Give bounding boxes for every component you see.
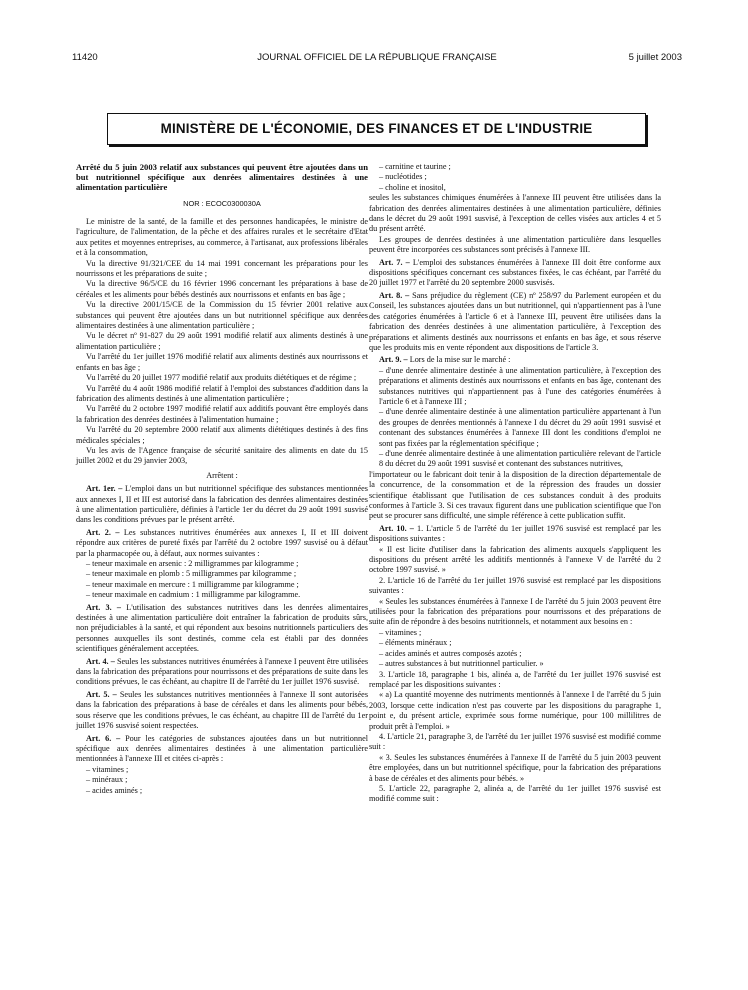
article-10: Art. 10. – 1. L'article 5 de l'arrêté du 1er juillet 1976 susvisé est remplacé par les dispositions suivantes : bbox=[369, 523, 661, 544]
article-label: Art. 3. – bbox=[86, 602, 122, 612]
limits-list bbox=[76, 559, 368, 601]
preamble-paragraph: Le ministre de la santé, de la famille et des personnes handicapées, le ministre de l'agriculture, de l'alimentation, de la pêche et des affaires rurales et le secrétaire d'Etat aux petites et moyennes entreprises, au commerce, à l'artisanat, aux professions libérales et à la consommation, bbox=[76, 217, 368, 258]
market-list bbox=[369, 366, 661, 470]
article-label: Art. 8. – bbox=[379, 290, 410, 300]
article-5: Art. 5. – Seules les substances nutritives mentionnées à l'annexe II sont autorisées dans la fabrication des préparations à base de céréales et dans les aliments pour bébés, sous réserve que les conditions prévues, le cas échéant, au chapitre III de l'arrêté du 1er juillet 1976 susvisé soient respectées. bbox=[76, 689, 369, 731]
preamble-paragraph: Vu l'arrêté du 4 août 1986 modifié relatif à l'emploi des substances d'addition dans la fabrication des aliments destinés à une alimentation particulière ; bbox=[76, 383, 368, 403]
article-label: Art. 7. – bbox=[379, 257, 410, 267]
article-8: Art. 8. – Sans préjudice du règlement (CE) nº 258/97 du Parlement européen et du Conseil, les substances ajoutées dans un but nutritionnel, qui n'appartiennent pas à l'une des catégories énumérées à l'article 6 et à l'annexe III, peuvent être utilisées dans la fabrication des denrées destinées à une alimentation particulière, à l'exception des préparations et aliments destinés aux nourrissons et enfants en bas âge, et sous réserve que les produits mis en vente répondent aux dispositions de l'article 3. bbox=[369, 290, 661, 352]
preamble-paragraph: Vu l'arrêté du 2 octobre 1997 modifié relatif aux additifs pouvant être employés dans la fabrication des denrées destinées à l'alimentation humaine ; bbox=[76, 404, 368, 424]
nor-reference: NOR : ECOC0300030A bbox=[183, 198, 261, 208]
list-item: – acides aminés et autres composés azotés ; bbox=[369, 649, 661, 659]
decree-title: Arrêté du 5 juin 2003 relatif aux substances qui peuvent être ajoutées dans un but nutritionnel spécifique aux denrées alimentaires destinées à une alimentation particulière bbox=[76, 162, 368, 193]
article-9: Art. 9. – Lors de la mise sur le marché : bbox=[379, 355, 511, 365]
page-number: 11420 bbox=[72, 52, 98, 63]
list-item: – d'une denrée alimentaire destinée à une alimentation particulière, à l'exception des préparations et aliments destinés aux nourrissons et enfants en bas âge, contenant des substances nutritives qui n'appartiennent pas à l'une des catégories énumérées à l'article 6 et à l'annexe III ; bbox=[369, 366, 661, 408]
article-label: Art. 10. – bbox=[379, 523, 414, 533]
needs-list bbox=[369, 628, 661, 670]
list-item: – vitamines ; bbox=[369, 628, 661, 638]
preamble-paragraph: Vu l'arrêté du 20 juillet 1977 modifié relatif aux produits diététiques et de régime ; bbox=[86, 373, 357, 383]
right-column bbox=[369, 162, 661, 805]
preamble-paragraph: Vu la directive 2001/15/CE de la Commission du 15 février 2001 relative aux substances qui peuvent être ajoutées dans un but nutritionnel spécifique aux denrées alimentaires destinées à une alimentation particulière ; bbox=[76, 300, 368, 331]
quoted-provision: « 3. Seules les substances énumérées à l'annexe II de l'arrêté du 5 juin 2003 peuvent être employées, dans un but nutritionnel spécifique, pour la fabrication des préparations à base de céréales et des aliments pour bébés. » bbox=[369, 752, 661, 783]
article-label: Art. 9. – bbox=[379, 355, 408, 365]
journal-title: JOURNAL OFFICIEL DE LA RÉPUBLIQUE FRANÇAISE bbox=[257, 52, 497, 63]
list-item: – teneur maximale en plomb : 5 milligrammes par kilogramme ; bbox=[76, 569, 368, 579]
article-7: Art. 7. – L'emploi des substances énumérées à l'annexe III doit être conforme aux dispositions spécifiques concernant ces substances fixées, le cas échéant, par l'arrêté du 20 juillet 1977 et l'arrêté du 20 septembre 2000 susvisés. bbox=[369, 257, 661, 288]
preamble-paragraph: Vu la directive 91/321/CEE du 14 mai 1991 concernant les préparations pour les nourrissons et les préparations de suite ; bbox=[76, 258, 368, 279]
list-item: – vitamines ; bbox=[76, 765, 368, 775]
amendment-paragraph: 2. L'article 16 de l'arrêté du 1er juillet 1976 susvisé est remplacé par les dispositions suivantes : bbox=[369, 575, 661, 596]
article-2: Art. 2. – Les substances nutritives énumérées aux annexes I, II et III doivent répondre aux critères de pureté fixés par l'arrêté du 2 octobre 1997 susvisé ou à défaut par la pharmacopée ou, à défaut, aux normes suivantes : bbox=[76, 527, 368, 558]
article-label: Art. 1er. – bbox=[86, 484, 123, 494]
ministry-banner bbox=[107, 113, 646, 145]
quoted-provision: « Il est licite d'utiliser dans la fabrication des aliments auxquels s'appliquent les dispositions du présent arrêté les additifs mentionnés à l'annexe V de l'arrêté du 2 octobre 1997 susvisé. » bbox=[369, 544, 661, 575]
list-item: – choline et inositol, bbox=[369, 183, 661, 193]
quoted-provision: « Seules les substances énumérées à l'annexe I de l'arrêté du 5 juin 2003 peuvent être utilisées pour la fabrication des préparations pour nourrissons et des préparations de suite afin de répondre à des besoins nutritionnels, et notamment aux besoins en : bbox=[369, 596, 661, 627]
list-item: – acides aminés ; bbox=[76, 786, 368, 796]
amendment-paragraph: 3. L'article 18, paragraphe 1 bis, alinéa a, de l'arrêté du 1er juillet 1976 susvisé est remplacé par les dispositions suivantes : bbox=[369, 669, 661, 689]
ministry-title: MINISTÈRE DE L'ÉCONOMIE, DES FINANCES ET DE L'INDUSTRIE bbox=[160, 121, 593, 136]
list-item: – autres substances à but nutritionnel particulier. » bbox=[369, 659, 661, 669]
arretent-heading: Arrêtent : bbox=[206, 470, 238, 480]
preamble-paragraph: Vu l'arrêté du 1er juillet 1976 modifié relatif aux aliments destinés aux nourrissons et enfants en bas âge ; bbox=[76, 352, 368, 372]
preamble-paragraph: Vu l'arrêté du 20 septembre 2000 relatif aux aliments diététiques destinés à des fins médicales spéciales ; bbox=[76, 425, 368, 445]
categories-list bbox=[76, 765, 368, 796]
list-item: – teneur maximale en cadmium : 1 milligramme par kilogramme. bbox=[76, 590, 368, 600]
article-6-paragraph-2: Les groupes de denrées destinées à une alimentation particulière dans lesquelles peuvent être incorporées ces substances sont précisés à l'annexe III. bbox=[369, 234, 661, 255]
publication-date: 5 juillet 2003 bbox=[628, 52, 682, 63]
list-item: – d'une denrée alimentaire destinée à une alimentation particulière appartenant à l'un des groupes de denrées mentionnés à l'annexe I du décret du 29 août 1991 susvisé et contenant des substances énumérées à l'annexe III dont les conditions d'emploi ne sont pas fixées par la réglementation spécifique ; bbox=[369, 407, 661, 449]
article-1: Art. 1er. – L'emploi dans un but nutritionnel spécifique des substances mentionnées aux annexes I, II et III est autorisé dans la fabrication des denrées alimentaires destinées à une alimentation particulière, définies à l'article 1er du décret du 29 août 1991 susvisé dans les conditions prévues par le présent arrêté. bbox=[76, 484, 368, 525]
preamble-paragraph: Vu la directive 96/5/CE du 16 février 1996 concernant les préparations à base de céréales et les aliments pour bébés destinés aux nourrissons et enfants en bas âge ; bbox=[76, 279, 368, 299]
article-label: Art. 5. – bbox=[86, 689, 117, 699]
article-label: Art. 2. – bbox=[86, 527, 120, 537]
amendment-paragraph: 4. L'article 21, paragraphe 3, de l'arrêté du 1er juillet 1976 susvisé est modifié comme suit : bbox=[369, 731, 661, 752]
list-item: – nucléotides ; bbox=[369, 172, 661, 182]
left-column bbox=[76, 162, 368, 796]
categories-list-continued bbox=[369, 162, 661, 193]
article-label: Art. 4. – bbox=[86, 656, 115, 666]
list-item: – teneur maximale en mercure : 1 milligramme par kilogramme ; bbox=[76, 580, 368, 590]
list-item: – minéraux ; bbox=[76, 775, 368, 785]
article-6: Art. 6. – Pour les catégories de substances ajoutées dans un but nutritionnel spécifique aux denrées alimentaires destinées à une alimentation particulière mentionnées à l'annexe III et citées ci-après : bbox=[76, 733, 368, 764]
list-item: – éléments minéraux ; bbox=[369, 638, 661, 648]
article-9-continued: l'importateur ou le fabricant doit tenir à la disposition de la direction départementale de la concurrence, de la consommation et de la répression des fraudes un dossier scientifique établissant que l'utilisation de ces substances conduit à des produits conformes à l'article 3. Si ces travaux figurent dans une publication scientifique que l'on peut se procurer sans difficulté, une simple référence à cette publication suffit. bbox=[369, 469, 661, 521]
page-header bbox=[72, 52, 682, 66]
list-item: – d'une denrée alimentaire destinée à une alimentation particulière relevant de l'article 8 du décret du 29 août 1991 susvisé et contenant des substances nutritives, bbox=[369, 449, 661, 470]
article-3: Art. 3. – L'utilisation des substances nutritives dans les denrées alimentaires destinées à une alimentation particulière doit entraîner la fabrication de produits sûrs, non préjudiciables à la santé, et qui répondent aux besoins nutritionnels particuliers des personnes auxquelles ils sont destinés, comme cela est établi par des données scientifiques généralement acceptées. bbox=[76, 602, 369, 654]
preamble-paragraph: Vu le décret nº 91-827 du 29 août 1991 modifié relatif aux aliments destinés à une alimentation particulière ; bbox=[76, 331, 368, 351]
amendment-paragraph: 5. L'article 22, paragraphe 2, alinéa a, de l'arrêté du 1er juillet 1976 susvisé est modifié comme suit : bbox=[369, 783, 661, 804]
list-item: – carnitine et taurine ; bbox=[369, 162, 661, 172]
article-6-continued: seules les substances chimiques énumérées à l'annexe III peuvent être utilisées dans la fabrication des denrées alimentaires destinées à une alimentation particulière, définies dans le décret du 29 août 1991 susvisé, à l'exception de celles visées aux articles 4 et 5 du présent arrêté. bbox=[369, 193, 661, 234]
preamble-paragraph: Vu les avis de l'Agence française de sécurité sanitaire des aliments en date du 15 juillet 2002 et du 29 janvier 2003, bbox=[76, 445, 368, 466]
list-item: – teneur maximale en arsenic : 2 milligrammes par kilogramme ; bbox=[76, 559, 368, 569]
article-label: Art. 6. – bbox=[86, 733, 121, 743]
article-4: Art. 4. – Seules les substances nutritives énumérées à l'annexe I peuvent être utilisées dans la fabrication des préparations pour nourrissons et des préparations de suite dans les conditions prévues, le cas échéant, au chapitre II de l'arrêté du 1er juillet 1976 susvisé. bbox=[76, 656, 369, 687]
quoted-provision: « a) La quantité moyenne des nutriments mentionnés à l'annexe I de l'arrêté du 5 juin 2003, lorsque cette indication n'est pas couverte par les dispositions du paragraphe 1, point e, du présent article, exprimée sous forme numérique, pour 100 millilitres de produit prêt à l'emploi. » bbox=[369, 690, 661, 731]
